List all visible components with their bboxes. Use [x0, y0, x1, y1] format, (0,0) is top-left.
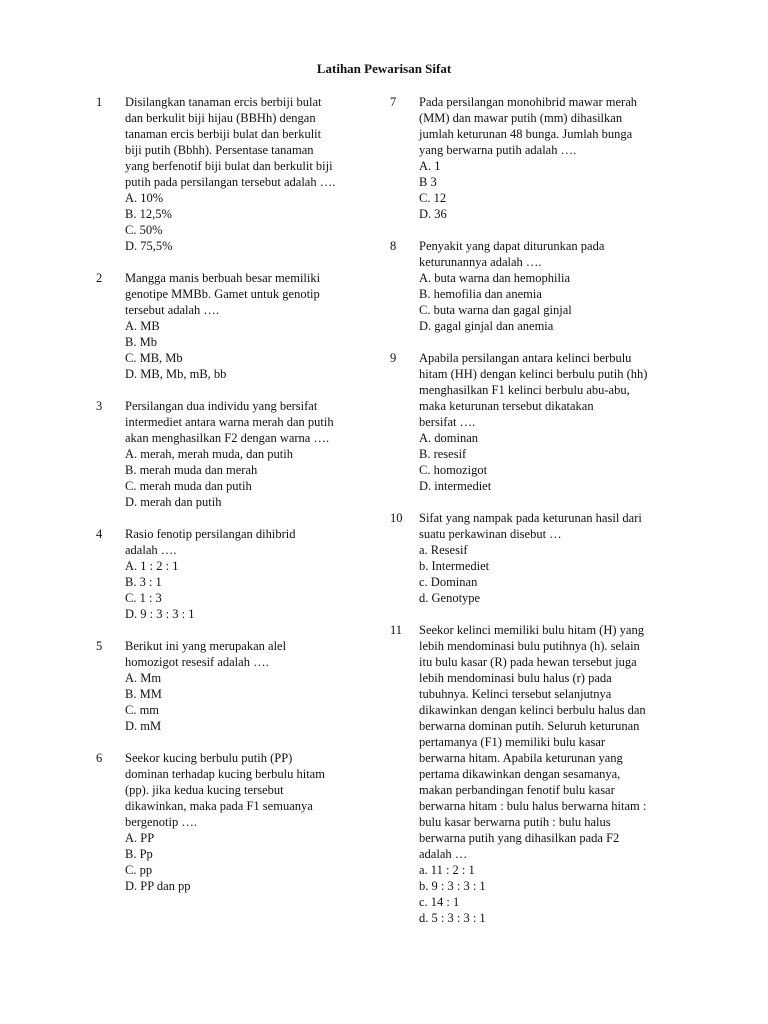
question-text: Berikut ini yang merupakan alel homozigot resesif adalah ….: [125, 639, 287, 669]
answer-options: [419, 862, 680, 926]
question-text: Persilangan dua individu yang bersifat intermediet antara warna merah dan putih akan menghasilkan F2 dengan warna ….: [125, 399, 334, 445]
question-number: 4: [96, 527, 103, 541]
right-column: [390, 94, 680, 942]
answer-option: C. MB, Mb: [125, 351, 183, 365]
question-text: Disilangkan tanaman ercis berbiji bulat dan berkulit biji hijau (BBHh) dengan tanaman ercis berbiji bulat dan berkulit biji putih (Bbhh). Persentase tanaman yang berfenotif biji bulat dan berkulit biji putih pada persilangan tersebut adalah ….: [125, 95, 336, 189]
answer-option: D. merah dan putih: [125, 495, 222, 509]
answer-option: d. Genotype: [419, 591, 481, 605]
answer-option: B. Mb: [125, 335, 157, 349]
answer-option: B. Pp: [125, 847, 153, 861]
answer-option: C. buta warna dan gagal ginjal: [419, 303, 572, 317]
answer-option: B. 3 : 1: [125, 575, 162, 589]
answer-option: A. PP: [125, 831, 155, 845]
question-item: [390, 350, 680, 494]
answer-option: C. mm: [125, 703, 160, 717]
answer-option: b. Intermediet: [419, 559, 490, 573]
answer-option: C. pp: [125, 863, 153, 877]
question-number: 11: [390, 623, 403, 637]
question-body: [419, 510, 680, 606]
question-item: [96, 750, 380, 894]
question-number: 9: [390, 351, 397, 365]
question-item: [96, 638, 380, 734]
question-item: [390, 238, 680, 334]
answer-option: A. 1 : 2 : 1: [125, 559, 179, 573]
question-text: Penyakit yang dapat diturunkan pada keturunannya adalah ….: [419, 239, 605, 269]
question-number: 5: [96, 639, 103, 653]
answer-option: A. merah, merah muda, dan putih: [125, 447, 294, 461]
question-body: [125, 398, 380, 510]
answer-option: D. MB, Mb, mB, bb: [125, 367, 227, 381]
answer-option: B. merah muda dan merah: [125, 463, 258, 477]
answer-option: A. MB: [125, 319, 160, 333]
answer-options: [125, 190, 380, 254]
answer-option: C. 50%: [125, 223, 163, 237]
question-body: [125, 750, 380, 894]
question-item: [390, 94, 680, 222]
answer-option: D. PP dan pp: [125, 879, 191, 893]
answer-options: [419, 430, 680, 494]
question-body: [125, 270, 380, 382]
question-text: Rasio fenotip persilangan dihibrid adalah ….: [125, 527, 296, 557]
question-number: 7: [390, 95, 397, 109]
answer-options: [419, 542, 680, 606]
question-item: [96, 270, 380, 382]
question-item: [390, 510, 680, 606]
question-text: Pada persilangan monohibrid mawar merah (MM) dan mawar putih (mm) dihasilkan jumlah keturunan 48 bunga. Jumlah bunga yang berwarna putih adalah ….: [419, 95, 637, 157]
question-number: 1: [96, 95, 103, 109]
answer-option: C. merah muda dan putih: [125, 479, 252, 493]
answer-option: B. resesif: [419, 447, 467, 461]
answer-option: b. 9 : 3 : 3 : 1: [419, 879, 486, 893]
answer-option: D. mM: [125, 719, 162, 733]
question-text: Seekor kucing berbulu putih (PP) dominan terhadap kucing berbulu hitam (pp). jika kedua kucing tersebut dikawinkan, maka pada F1 semuanya bergenotip ….: [125, 751, 325, 829]
question-text: Apabila persilangan antara kelinci berbulu hitam (HH) dengan kelinci berbulu putih (hh) menghasilkan F1 kelinci berbulu abu-abu, maka keturunan tersebut dikatakan bersifat ….: [419, 351, 648, 429]
answer-option: B. MM: [125, 687, 162, 701]
answer-option: c. 14 : 1: [419, 895, 460, 909]
answer-option: a. Resesif: [419, 543, 468, 557]
question-body: [125, 94, 380, 254]
answer-option: a. 11 : 2 : 1: [419, 863, 475, 877]
question-item: [96, 398, 380, 510]
answer-options: [125, 830, 380, 894]
answer-option: B. hemofilia dan anemia: [419, 287, 542, 301]
answer-options: [125, 318, 380, 382]
answer-options: [125, 670, 380, 734]
question-body: [125, 526, 380, 622]
question-body: [419, 238, 680, 334]
answer-options: [125, 446, 380, 510]
answer-option: A. buta warna dan hemophilia: [419, 271, 570, 285]
answer-option: C. homozigot: [419, 463, 488, 477]
answer-option: A. 1: [419, 159, 441, 173]
question-text: Seekor kelinci memiliki bulu hitam (H) yang lebih mendominasi bulu putihnya (h). selain itu bulu kasar (R) pada hewan tersebut juga lebih mendominasi bulu halus (r) pada tubuhnya. Kelinci tersebut selanjutnya dikawinkan dengan kelinci berbulu halus dan berwarna dominan putih. Seluruh keturunan pertamanya (F1) memiliki bulu kasar berwarna hitam. Apabila keturunan yang pertama dikawinkan dengan sesamanya, makan perbandingan fenotif bulu kasar berwarna hitam : bulu halus berwarna hitam : bulu kasar berwarna putih : bulu halus berwarna putih yang dihasilkan pada F2 adalah …: [419, 623, 647, 861]
answer-option: A. Mm: [125, 671, 162, 685]
answer-option: B. 12,5%: [125, 207, 172, 221]
answer-option: D. intermediet: [419, 479, 492, 493]
answer-option: D. 36: [419, 207, 447, 221]
answer-option: c. Dominan: [419, 575, 478, 589]
answer-options: [419, 158, 680, 222]
answer-option: d. 5 : 3 : 3 : 1: [419, 911, 486, 925]
answer-option: C. 12: [419, 191, 447, 205]
question-body: [419, 622, 680, 926]
answer-option: A. dominan: [419, 431, 479, 445]
question-body: [419, 350, 680, 494]
question-number: 2: [96, 271, 103, 285]
question-text: Mangga manis berbuah besar memiliki genotipe MMBb. Gamet untuk genotip tersebut adalah ….: [125, 271, 321, 317]
answer-option: A. 10%: [125, 191, 164, 205]
question-item: [96, 94, 380, 254]
question-number: 10: [390, 511, 403, 525]
question-item: [96, 526, 380, 622]
question-item: [390, 622, 680, 926]
question-text: Sifat yang nampak pada keturunan hasil dari suatu perkawinan disebut …: [419, 511, 642, 541]
answer-options: [125, 558, 380, 622]
left-column: [96, 94, 380, 910]
question-body: [419, 94, 680, 222]
answer-option: D. gagal ginjal dan anemia: [419, 319, 554, 333]
answer-option: B 3: [419, 175, 437, 189]
answer-option: D. 75,5%: [125, 239, 173, 253]
question-number: 8: [390, 239, 397, 253]
answer-options: [419, 270, 680, 334]
answer-option: D. 9 : 3 : 3 : 1: [125, 607, 195, 621]
question-number: 6: [96, 751, 103, 765]
answer-option: C. 1 : 3: [125, 591, 162, 605]
question-body: [125, 638, 380, 734]
page-title: Latihan Pewarisan Sifat: [316, 61, 452, 76]
question-number: 3: [96, 399, 103, 413]
